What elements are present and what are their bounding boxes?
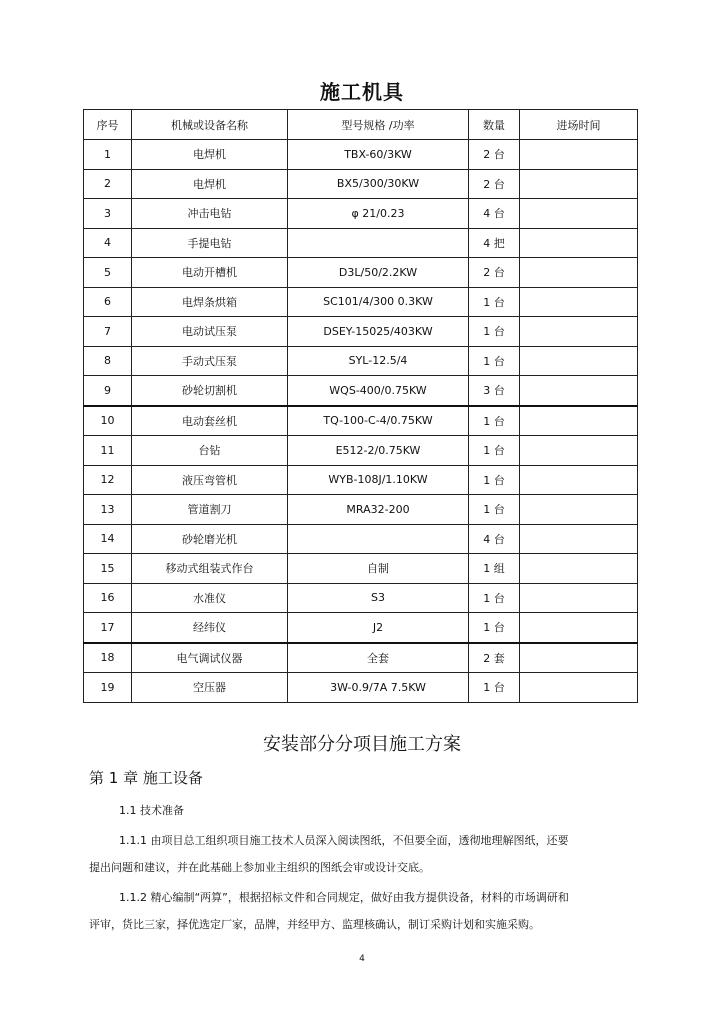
cell-model: WYB-108J/1.10KW (288, 465, 469, 495)
cell-model: TQ-100-C-4/0.75KW (288, 406, 469, 436)
cell-model: 全套 (288, 643, 469, 673)
cell-model: 3W-0.9/7A 7.5KW (288, 673, 469, 703)
cell-name: 电动套丝机 (132, 406, 288, 436)
cell-qty: 1 台 (469, 465, 520, 495)
cell-time (520, 583, 638, 613)
cell-qty: 1 台 (469, 495, 520, 525)
table-row (84, 495, 638, 525)
table-row (84, 673, 638, 703)
cell-seq: 4 (84, 228, 132, 258)
cell-name: 电焊条烘箱 (132, 287, 288, 317)
cell-name: 电动开槽机 (132, 258, 288, 288)
table-row (84, 554, 638, 584)
cell-model (288, 524, 469, 554)
header-seq: 序号 (84, 110, 132, 140)
table-row (84, 643, 638, 673)
cell-qty: 4 台 (469, 524, 520, 554)
cell-qty: 4 把 (469, 228, 520, 258)
cell-seq: 15 (84, 554, 132, 584)
cell-model: S3 (288, 583, 469, 613)
cell-name: 台钻 (132, 436, 288, 466)
section-title: 安装部分分项目施工方案 (263, 734, 461, 755)
cell-model: 自制 (288, 554, 469, 584)
header-model: 型号规格 /功率 (288, 110, 469, 140)
cell-time (520, 495, 638, 525)
cell-seq: 13 (84, 495, 132, 525)
cell-qty: 1 台 (469, 406, 520, 436)
table-row (84, 317, 638, 347)
cell-name: 电焊机 (132, 169, 288, 199)
cell-time (520, 613, 638, 643)
cell-qty: 1 台 (469, 583, 520, 613)
cell-time (520, 169, 638, 199)
table-row (84, 613, 638, 643)
cell-qty: 2 台 (469, 140, 520, 170)
cell-seq: 18 (84, 643, 132, 673)
cell-time (520, 228, 638, 258)
cell-time (520, 643, 638, 673)
cell-seq: 9 (84, 376, 132, 406)
cell-model: SYL-12.5/4 (288, 346, 469, 376)
cell-qty: 4 台 (469, 199, 520, 229)
cell-model: TBX-60/3KW (288, 140, 469, 170)
cell-seq: 1 (84, 140, 132, 170)
cell-name: 移动式组装式作台 (132, 554, 288, 584)
cell-time (520, 465, 638, 495)
cell-seq: 5 (84, 258, 132, 288)
cell-name: 手动式压泵 (132, 346, 288, 376)
paragraph-1-1-1 (89, 826, 609, 855)
cell-seq: 2 (84, 169, 132, 199)
cell-seq: 7 (84, 317, 132, 347)
cell-model (288, 228, 469, 258)
table-header-row (84, 110, 638, 140)
header-qty: 数量 (469, 110, 520, 140)
table-row (84, 140, 638, 170)
table-row (84, 287, 638, 317)
cell-qty: 1 台 (469, 613, 520, 643)
page-title: 施工机具 (320, 80, 404, 104)
cell-model: DSEY-15025/403KW (288, 317, 469, 347)
cell-name: 冲击电钻 (132, 199, 288, 229)
table-row (84, 465, 638, 495)
cell-time (520, 287, 638, 317)
cell-name: 水准仪 (132, 583, 288, 613)
cell-model: BX5/300/30KW (288, 169, 469, 199)
paragraph-1-1-2-line1: 1.1.2 精心编制“两算”，根据招标文件和合同规定，做好由我方提供设备，材料的市场调研和 (119, 891, 569, 904)
cell-seq: 11 (84, 436, 132, 466)
page-number: 4 (359, 954, 365, 964)
cell-time (520, 199, 638, 229)
table-row (84, 199, 638, 229)
header-time: 进场时间 (520, 110, 638, 140)
cell-seq: 3 (84, 199, 132, 229)
table-row (84, 406, 638, 436)
cell-model: J2 (288, 613, 469, 643)
equipment-table (83, 109, 638, 703)
paragraph-1-1-1-cont (89, 853, 609, 882)
cell-name: 电动试压泵 (132, 317, 288, 347)
cell-qty: 1 台 (469, 287, 520, 317)
cell-qty: 3 台 (469, 376, 520, 406)
cell-name: 砂轮磨光机 (132, 524, 288, 554)
paragraph-1-1-1-line2: 提出问题和建议，并在此基础上参加业主组织的图纸会审或设计交底。 (89, 861, 430, 874)
cell-qty: 1 台 (469, 346, 520, 376)
cell-model: SC101/4/300 0.3KW (288, 287, 469, 317)
cell-qty: 2 台 (469, 258, 520, 288)
cell-name: 电气调试仪器 (132, 643, 288, 673)
table-row (84, 346, 638, 376)
cell-seq: 17 (84, 613, 132, 643)
paragraph-1-1-2-line2: 评审，货比三家，择优选定厂家，品牌，并经甲方、监理核确认，制订采购计划和实施采购。 (89, 918, 540, 931)
paragraph-1-1-1-line1: 1.1.1 由项目总工组织项目施工技术人员深入阅读图纸，不但要全面，透彻地理解图纸，还要 (119, 834, 569, 847)
cell-time (520, 140, 638, 170)
cell-model: D3L/50/2.2KW (288, 258, 469, 288)
paragraph-1-1-2-cont (89, 910, 609, 939)
cell-time (520, 554, 638, 584)
cell-seq: 14 (84, 524, 132, 554)
cell-name: 砂轮切割机 (132, 376, 288, 406)
table-row (84, 228, 638, 258)
table-row (84, 436, 638, 466)
cell-seq: 10 (84, 406, 132, 436)
cell-model: MRA32-200 (288, 495, 469, 525)
cell-seq: 6 (84, 287, 132, 317)
cell-qty: 2 套 (469, 643, 520, 673)
table-body (84, 140, 638, 703)
cell-qty: 1 台 (469, 436, 520, 466)
subsection-heading-text: 1.1 技术准备 (119, 804, 184, 817)
cell-qty: 1 台 (469, 317, 520, 347)
cell-name: 管道割刀 (132, 495, 288, 525)
cell-seq: 12 (84, 465, 132, 495)
paragraph-1-1-2 (89, 883, 609, 912)
cell-time (520, 673, 638, 703)
cell-seq: 19 (84, 673, 132, 703)
subsection-heading (89, 796, 609, 825)
table-row (84, 583, 638, 613)
table-row (84, 524, 638, 554)
cell-time (520, 317, 638, 347)
cell-time (520, 524, 638, 554)
cell-qty: 1 台 (469, 673, 520, 703)
cell-name: 经纬仪 (132, 613, 288, 643)
cell-time (520, 346, 638, 376)
cell-name: 手提电钻 (132, 228, 288, 258)
cell-time (520, 376, 638, 406)
table-row (84, 376, 638, 406)
cell-name: 电焊机 (132, 140, 288, 170)
table-row (84, 169, 638, 199)
chapter-title: 第 1 章 施工设备 (89, 769, 203, 787)
cell-model: WQS-400/0.75KW (288, 376, 469, 406)
cell-name: 液压弯管机 (132, 465, 288, 495)
cell-name: 空压器 (132, 673, 288, 703)
cell-seq: 8 (84, 346, 132, 376)
cell-model: φ 21/0.23 (288, 199, 469, 229)
cell-time (520, 406, 638, 436)
cell-qty: 1 组 (469, 554, 520, 584)
cell-qty: 2 台 (469, 169, 520, 199)
cell-time (520, 436, 638, 466)
cell-model: E512-2/0.75KW (288, 436, 469, 466)
cell-seq: 16 (84, 583, 132, 613)
cell-time (520, 258, 638, 288)
header-name: 机械或设备名称 (132, 110, 288, 140)
table-row (84, 258, 638, 288)
